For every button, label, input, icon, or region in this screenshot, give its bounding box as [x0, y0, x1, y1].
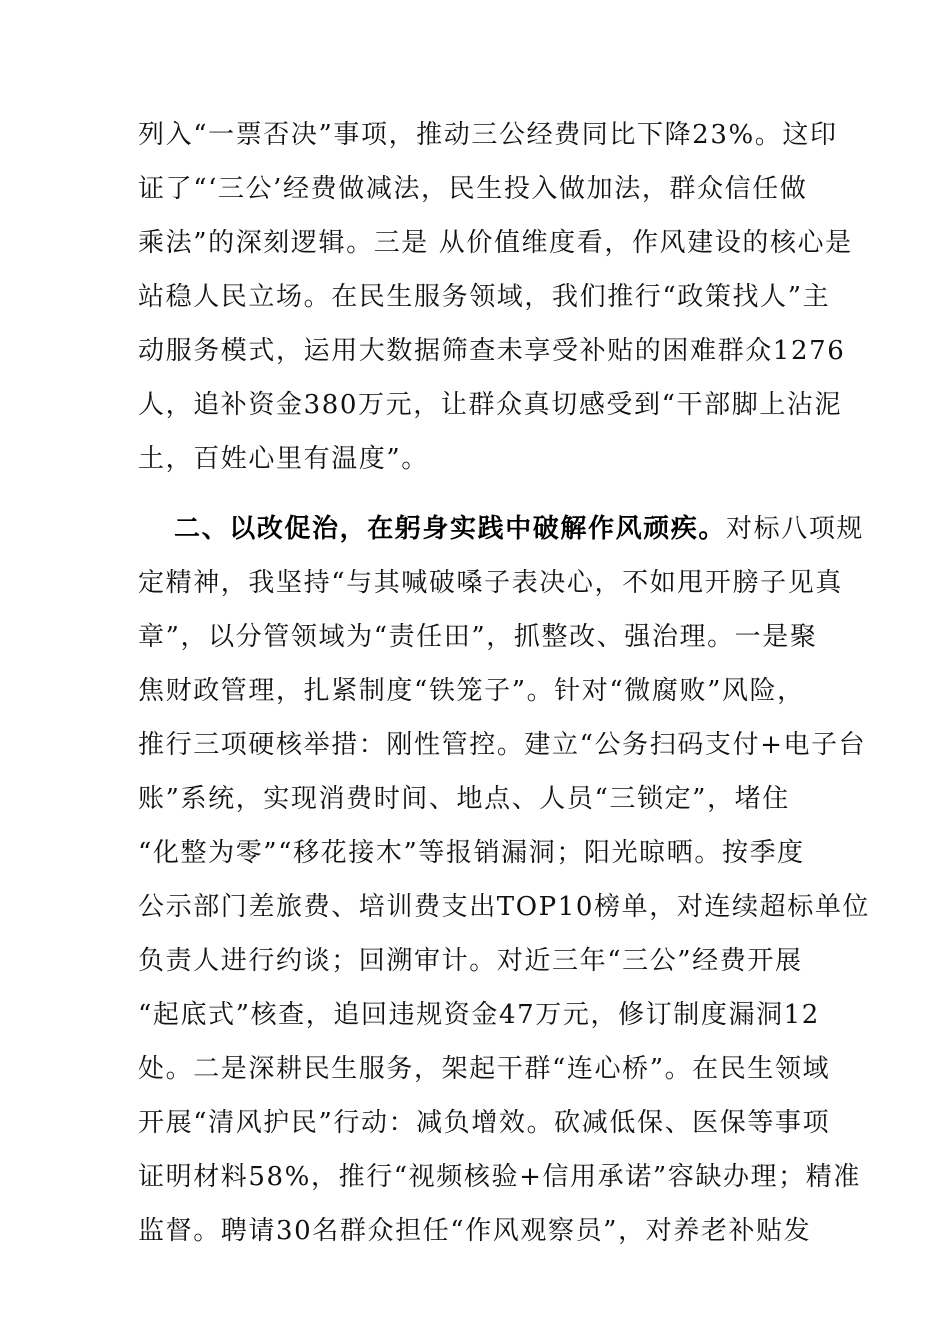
text-line: 定精神，我坚持“与其喊破嗓子表决心，不如甩开膀子见真	[138, 568, 843, 598]
heading-line	[138, 502, 865, 556]
text-line: 监督。聘请30名群众担任“作风观察员”，对养老补贴发	[138, 1216, 812, 1246]
text-line: 证明材料58%，推行“视频核验+信用承诺”容缺办理；精准	[138, 1162, 861, 1192]
paragraph-1	[138, 108, 853, 486]
paragraph-gap	[138, 486, 828, 502]
text-line: “起底式”核查，追回违规资金47万元，修订制度漏洞12	[138, 1000, 820, 1030]
text-line: “化整为零”“移花接木”等报销漏洞；阳光晾晒。按季度	[138, 838, 805, 868]
text-line: 焦财政管理，扎紧制度“铁笼子”。针对“微腐败”风险，	[138, 676, 805, 706]
text-line: 人，追补资金380万元，让群众真切感受到“干部脚上沾泥	[138, 390, 843, 420]
text-line: 开展“清风护民”行动：减负增效。砍减低保、医保等事项	[138, 1108, 831, 1138]
section-heading: 二、以改促治，在躬身实践中破解作风顽疾。	[174, 514, 727, 544]
text-line: 站稳人民立场。在民生服务领域，我们推行“政策找人”主	[138, 282, 831, 312]
text-line: 证了“‘三公’经费做减法，民生投入做加法，群众信任做	[138, 174, 808, 204]
text-line: 乘法”的深刻逻辑。三是 从价值维度看，作风建设的核心是	[138, 228, 853, 258]
text-line: 处。二是深耕民生服务，架起干群“连心桥”。在民生领域	[138, 1054, 831, 1084]
text-line: 列入“一票否决”事项，推动三公经费同比下降23%。这印	[138, 120, 838, 150]
text-line: 负责人进行约谈；回溯审计。对近三年“三公”经费开展	[138, 946, 803, 976]
text-line: 账”系统，实现消费时间、地点、人员“三锁定”，堵住	[138, 784, 790, 814]
text-line: 公示部门差旅费、培训费支出TOP10榜单，对连续超标单位	[138, 892, 871, 922]
heading-line-rest: 对标八项规	[726, 514, 865, 544]
text-line: 动服务模式，运用大数据筛查未享受补贴的困难群众1276	[138, 336, 846, 366]
text-line: 章”，以分管领域为“责任田”，抓整改、强治理。一是聚	[138, 622, 818, 652]
document-body	[138, 108, 871, 1258]
text-line: 土，百姓心里有温度”。	[138, 444, 429, 474]
text-line: 推行三项硬核举措：刚性管控。建立“公务扫码支付+电子台	[138, 730, 867, 760]
paragraph-2	[138, 502, 871, 1258]
